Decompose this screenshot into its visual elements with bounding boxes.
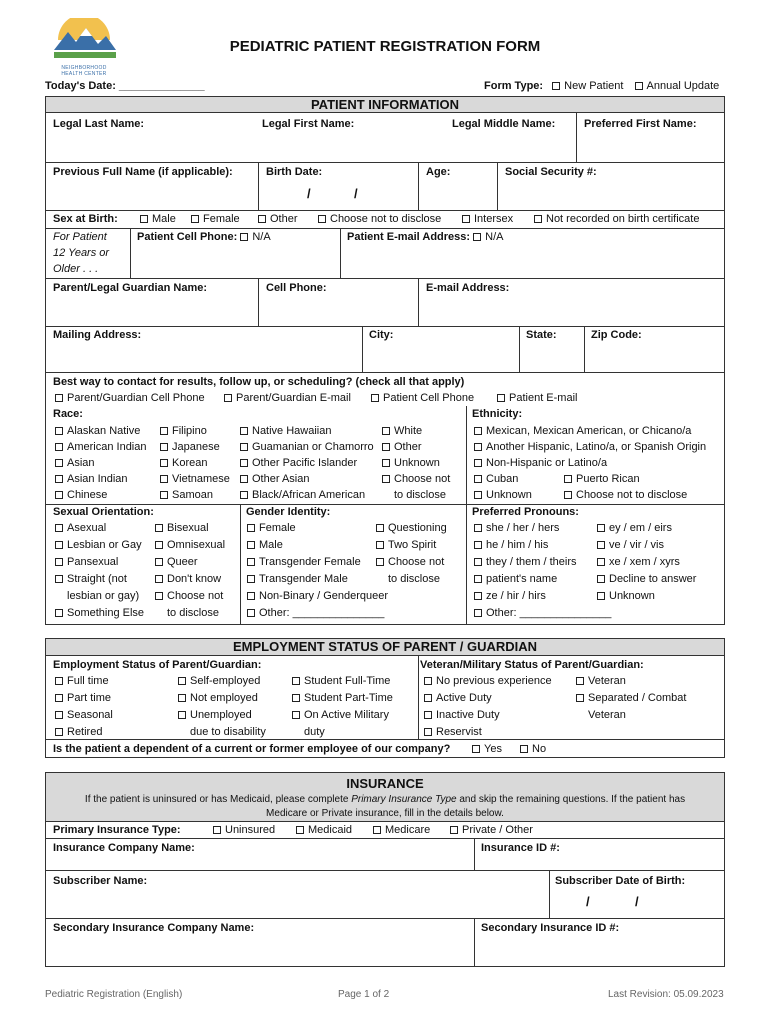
race-label: Asian Indian (67, 473, 128, 485)
race-option[interactable] (160, 473, 230, 485)
gender-identity-label: Questioning (388, 522, 447, 534)
sexual-orientation-option[interactable] (155, 522, 209, 534)
footer-revision: Last Revision: 05.09.2023 (608, 989, 724, 1000)
sexual-orientation-label: Straight (not (67, 573, 127, 585)
secondary-id-label: Secondary Insurance ID #: (481, 922, 620, 934)
veteran-label: Veteran (588, 709, 626, 721)
ethnicity-unknown-label: Unknown (486, 489, 532, 501)
primary-insurance-type-label: Primary Insurance Type: (53, 824, 181, 836)
gender-identity-option[interactable] (376, 522, 447, 534)
employment-label: duty (304, 726, 325, 738)
contact-patient-cell-option[interactable] (371, 392, 474, 404)
race-label: Filipino (172, 425, 207, 437)
patient-cell-na-label: N/A (252, 231, 271, 243)
pronoun-option[interactable] (474, 522, 559, 534)
sexual-orientation-option[interactable] (155, 556, 198, 568)
pronoun-label: ey / em / eirs (609, 522, 672, 534)
employment-option (190, 726, 266, 738)
veteran-option[interactable] (576, 692, 686, 704)
sex-at-birth-label: Sex at Birth: (53, 213, 118, 225)
veteran-option[interactable] (424, 726, 482, 738)
ethnicity-label: Another Hispanic, Latino/a, or Spanish Origin (486, 441, 707, 453)
insurance-medicare-label: Medicare (385, 824, 431, 836)
race-label: Japanese (172, 441, 220, 453)
race-option[interactable] (55, 425, 140, 437)
race-option[interactable] (55, 489, 107, 501)
patient-info-heading: PATIENT INFORMATION (45, 96, 725, 113)
for-patient-note-2: 12 Years or (53, 247, 110, 259)
insurance-note-1a: If the patient is uninsured or has Medicaid, please complete (84, 794, 352, 805)
sex-intersex-option[interactable] (462, 213, 513, 225)
veteran-option[interactable] (424, 675, 552, 687)
mailing-address-label: Mailing Address: (53, 329, 142, 341)
footer-page-number: Page 1 of 2 (338, 989, 390, 1000)
patient-email-label: Patient E-mail Address: (347, 231, 471, 243)
employment-label: Student Full-Time (304, 675, 391, 687)
race-option[interactable] (55, 457, 95, 469)
sexual-orientation-label: Asexual (67, 522, 107, 534)
logo-text: NEIGHBORHOOD HEALTH CENTER (61, 65, 107, 77)
guardian-cell-label: Cell Phone: (266, 282, 327, 294)
employment-label: Full time (67, 675, 109, 687)
employment-label: On Active Military (304, 709, 389, 721)
form-type-annual-checkbox[interactable] (635, 80, 720, 92)
race-label: Korean (172, 457, 208, 469)
patient-cell-na-checkbox[interactable] (240, 231, 270, 243)
gender-identity-option (388, 573, 440, 585)
insurance-uninsured-label: Uninsured (225, 824, 276, 836)
employment-label: Unemployed (190, 709, 252, 721)
sexual-orientation-label: lesbian or gay) (67, 590, 140, 602)
pronoun-label: they / them / theirs (486, 556, 577, 568)
race-label: Native Hawaiian (252, 425, 332, 437)
form-type-annual-label: Annual Update (646, 80, 720, 92)
employment-status-label: Employment Status of Parent/Guardian: (53, 659, 262, 671)
sex-not-recorded-option[interactable] (534, 213, 699, 225)
veteran-label: No previous experience (436, 675, 552, 687)
ethnicity-option[interactable] (474, 457, 607, 469)
veteran-option[interactable] (576, 675, 626, 687)
gender-identity-option[interactable] (247, 556, 361, 568)
gender-identity-label: Gender Identity: (246, 506, 331, 518)
race-option[interactable] (55, 441, 147, 453)
race-label: Other Asian (252, 473, 310, 485)
pronoun-label: ze / hir / hirs (486, 590, 546, 602)
employment-label: Seasonal (67, 709, 113, 721)
veteran-status-label: Veteran/Military Status of Parent/Guardian: (420, 659, 644, 671)
sexual-orientation-option[interactable] (55, 539, 142, 551)
sexual-orientation-option[interactable] (55, 573, 127, 585)
ethnicity-puerto-rican-option[interactable] (564, 473, 640, 485)
employment-label: Part time (67, 692, 112, 704)
contact-question: Best way to contact for results, follow up, or scheduling? (check all that apply) (53, 376, 465, 388)
race-label: Choose not (394, 473, 451, 485)
form-type-label: Form Type: (484, 80, 544, 92)
employment-option[interactable] (178, 709, 252, 721)
ethnicity-cuban-option[interactable] (474, 473, 518, 485)
employment-option[interactable] (55, 675, 109, 687)
veteran-label: Veteran (588, 675, 626, 687)
ethnicity-label: Non-Hispanic or Latino/a (486, 457, 608, 469)
sexual-orientation-label: Bisexual (167, 522, 209, 534)
ethnicity-choose-not-label: Choose not to disclose (576, 489, 688, 501)
gender-identity-option[interactable] (247, 573, 348, 585)
pronoun-label: he / him / his (486, 539, 549, 551)
race-option[interactable] (160, 457, 207, 469)
pronoun-option[interactable] (474, 539, 548, 551)
race-label: Alaskan Native (67, 425, 141, 437)
gender-identity-option[interactable] (247, 522, 296, 534)
gender-identity-label: Male (259, 539, 283, 551)
pronoun-option[interactable] (597, 539, 664, 551)
subscriber-dob-slash-1: / (586, 894, 590, 909)
sexual-orientation-option (67, 590, 139, 602)
subscriber-name-label: Subscriber Name: (53, 875, 148, 887)
todays-date: Today's Date: ______________ (45, 80, 205, 92)
form-type-new-checkbox[interactable] (552, 80, 623, 92)
sexual-orientation-label: to disclose (167, 607, 219, 619)
pronoun-option[interactable] (597, 590, 655, 602)
sex-female-label: Female (203, 213, 240, 225)
sex-intersex-label: Intersex (474, 213, 514, 225)
patient-email-na-label: N/A (485, 231, 504, 243)
employment-option (304, 726, 325, 738)
ethnicity-label: Mexican, Mexican American, or Chicano/a (486, 425, 692, 437)
race-label: to disclose (394, 489, 446, 501)
sex-female-option[interactable] (191, 213, 240, 225)
sexual-orientation-label: Choose not (167, 590, 224, 602)
zip-label: Zip Code: (591, 329, 642, 341)
secondary-company-label: Secondary Insurance Company Name: (53, 922, 255, 934)
veteran-label: Separated / Combat (588, 692, 687, 704)
contact-guardian-cell-label: Parent/Guardian Cell Phone (67, 392, 205, 404)
employment-option[interactable] (292, 675, 390, 687)
gender-identity-label: Transgender Male (259, 573, 348, 585)
gender-identity-label: Transgender Female (259, 556, 361, 568)
race-option[interactable] (55, 473, 128, 485)
insurance-note-1c: and skip the remaining questions. If the patient has (456, 794, 686, 805)
preferred-first-name-label: Preferred First Name: (584, 118, 697, 130)
gender-identity-option[interactable] (247, 607, 384, 619)
gender-identity-option[interactable] (376, 556, 444, 568)
veteran-label: Reservist (436, 726, 482, 738)
race-option[interactable] (382, 425, 422, 437)
ethnicity-option[interactable] (474, 425, 691, 437)
gender-identity-option[interactable] (247, 539, 283, 551)
ethnicity-choose-not-option[interactable] (564, 489, 687, 501)
subscriber-dob-slash-2: / (635, 894, 639, 909)
insurance-note-line-2: Medicare or Private insurance, fill in the details below. (266, 808, 504, 819)
sexual-orientation-option[interactable] (155, 539, 225, 551)
patient-cell-label: Patient Cell Phone: (137, 231, 238, 243)
dependent-yes-option[interactable] (472, 743, 502, 755)
sexual-orientation-option[interactable] (155, 573, 221, 585)
for-patient-note-1: For Patient (53, 231, 107, 243)
race-option (394, 489, 446, 501)
sex-male-label: Male (152, 213, 176, 225)
race-label: Other (394, 441, 422, 453)
race-option[interactable] (160, 425, 207, 437)
employment-option[interactable] (55, 709, 113, 721)
veteran-option[interactable] (424, 692, 492, 704)
employment-heading: EMPLOYMENT STATUS OF PARENT / GUARDIAN (45, 638, 725, 656)
insurance-medicaid-label: Medicaid (308, 824, 353, 836)
pronoun-option[interactable] (597, 556, 680, 568)
race-label: Samoan (172, 489, 213, 501)
contact-patient-email-label: Patient E-mail (509, 392, 578, 404)
employment-label: due to disability (190, 726, 266, 738)
race-option[interactable] (382, 441, 422, 453)
ethnicity-unknown-option[interactable] (474, 489, 532, 501)
ssn-label: Social Security #: (505, 166, 597, 178)
pronoun-label: Other: _______________ (486, 607, 612, 619)
guardian-email-label: E-mail Address: (426, 282, 510, 294)
pronoun-label: ve / vir / vis (609, 539, 665, 551)
ethnicity-option[interactable] (474, 441, 706, 453)
contact-patient-cell-label: Patient Cell Phone (383, 392, 475, 404)
contact-patient-email-option[interactable] (497, 392, 577, 404)
employment-option[interactable] (55, 692, 111, 704)
employment-label: Student Part-Time (304, 692, 393, 704)
pronoun-label: xe / xem / xyrs (609, 556, 680, 568)
sexual-orientation-label: Omnisexual (167, 539, 226, 551)
pronoun-option[interactable] (597, 573, 696, 585)
for-patient-note-3: Older . . . (53, 263, 99, 275)
gender-identity-label: Other: _______________ (259, 607, 385, 619)
race-label: Race: (53, 408, 83, 420)
contact-guardian-email-label: Parent/Guardian E-mail (236, 392, 351, 404)
race-label: American Indian (67, 441, 147, 453)
race-option[interactable] (382, 457, 440, 469)
sexual-orientation-label: Queer (167, 556, 198, 568)
contact-guardian-email-option[interactable] (224, 392, 351, 404)
sex-choose-not-option[interactable] (318, 213, 441, 225)
sexual-orientation-label: Sexual Orientation: (53, 506, 154, 518)
race-option[interactable] (240, 489, 365, 501)
gender-identity-option[interactable] (247, 590, 388, 602)
age-label: Age: (426, 166, 451, 178)
dependent-question: Is the patient a dependent of a current or former employee of our company? (53, 743, 451, 755)
birth-date-slash-1: / (307, 186, 311, 201)
pronoun-label: Unknown (609, 590, 655, 602)
birth-date-label: Birth Date: (266, 166, 323, 178)
race-option[interactable] (240, 425, 331, 437)
contact-guardian-cell-option[interactable] (55, 392, 205, 404)
insurance-id-label: Insurance ID #: (481, 842, 560, 854)
race-option[interactable] (240, 441, 374, 453)
pronoun-option[interactable] (474, 556, 576, 568)
pronoun-label: she / her / hers (486, 522, 560, 534)
sexual-orientation-option[interactable] (55, 522, 106, 534)
sexual-orientation-option (167, 607, 219, 619)
sex-other-label: Other (270, 213, 298, 225)
sexual-orientation-label: Pansexual (67, 556, 119, 568)
patient-email-field (347, 231, 503, 243)
insurance-note-1b: Primary Insurance Type (351, 794, 457, 805)
race-option[interactable] (160, 441, 220, 453)
sex-not-recorded-label: Not recorded on birth certificate (546, 213, 700, 225)
form-type-new-label: New Patient (564, 80, 624, 92)
ethnicity-label: Ethnicity: (472, 408, 523, 420)
city-label: City: (369, 329, 394, 341)
preferred-pronouns-label: Preferred Pronouns: (472, 506, 579, 518)
gender-identity-label: Choose not (388, 556, 445, 568)
form-title: PEDIATRIC PATIENT REGISTRATION FORM (229, 38, 541, 55)
employment-label: Self-employed (190, 675, 261, 687)
insurance-heading: INSURANCE (346, 776, 424, 791)
sexual-orientation-option[interactable] (55, 607, 144, 619)
pronoun-label: Decline to answer (609, 573, 697, 585)
gender-identity-label: Two Spirit (388, 539, 437, 551)
sexual-orientation-option[interactable] (155, 590, 223, 602)
dependent-yes-label: Yes (484, 743, 502, 755)
subscriber-dob-label: Subscriber Date of Birth: (555, 875, 686, 887)
veteran-label: Active Duty (436, 692, 492, 704)
pronoun-option[interactable] (474, 590, 546, 602)
veteran-option[interactable] (424, 709, 500, 721)
employment-label: Not employed (190, 692, 258, 704)
sexual-orientation-label: Something Else (67, 607, 145, 619)
insurance-private-label: Private / Other (462, 824, 533, 836)
ethnicity-puerto-rican-label: Puerto Rican (576, 473, 640, 485)
insurance-company-label: Insurance Company Name: (53, 842, 195, 854)
previous-name-label: Previous Full Name (if applicable): (53, 166, 233, 178)
race-label: Other Pacific Islander (252, 457, 358, 469)
pronoun-option[interactable] (474, 607, 611, 619)
patient-cell-field (137, 231, 271, 243)
insurance-medicaid-option[interactable] (296, 824, 352, 836)
employment-label: Retired (67, 726, 103, 738)
patient-email-na-checkbox[interactable] (473, 231, 503, 243)
race-label: Unknown (394, 457, 440, 469)
race-option[interactable] (160, 489, 213, 501)
race-label: Vietnamese (172, 473, 230, 485)
dependent-no-option[interactable] (520, 743, 546, 755)
veteran-option (588, 709, 626, 721)
footer-left: Pediatric Registration (English) (45, 989, 183, 1000)
sex-other-option[interactable] (258, 213, 298, 225)
sex-male-option[interactable] (140, 213, 176, 225)
ethnicity-cuban-label: Cuban (486, 473, 519, 485)
legal-last-name-label: Legal Last Name: (53, 118, 145, 130)
insurance-medicare-option[interactable] (373, 824, 430, 836)
sexual-orientation-option[interactable] (55, 556, 118, 568)
race-label: Chinese (67, 489, 108, 501)
race-option[interactable] (240, 457, 357, 469)
employment-option[interactable] (292, 692, 393, 704)
legal-middle-name-label: Legal Middle Name: (452, 118, 556, 130)
employment-option[interactable] (292, 709, 389, 721)
sexual-orientation-label: Don't know (167, 573, 222, 585)
gender-identity-label: to disclose (388, 573, 440, 585)
guardian-name-label: Parent/Legal Guardian Name: (53, 282, 208, 294)
race-label: Asian (67, 457, 95, 469)
insurance-private-option[interactable] (450, 824, 533, 836)
state-label: State: (526, 329, 557, 341)
dependent-no-label: No (532, 743, 547, 755)
legal-first-name-label: Legal First Name: (262, 118, 355, 130)
race-label: White (394, 425, 423, 437)
race-label: Black/African American (252, 489, 366, 501)
pronoun-option[interactable] (597, 522, 672, 534)
sex-choose-not-label: Choose not to disclose (330, 213, 442, 225)
veteran-label: Inactive Duty (436, 709, 500, 721)
birth-date-slash-2: / (354, 186, 358, 201)
sexual-orientation-label: Lesbian or Gay (67, 539, 142, 551)
pronoun-option[interactable] (474, 573, 557, 585)
employment-option[interactable] (55, 726, 102, 738)
race-label: Guamanian or Chamorro (252, 441, 374, 453)
race-option[interactable] (382, 473, 450, 485)
employment-option[interactable] (178, 692, 258, 704)
gender-identity-label: Female (259, 522, 296, 534)
form-type (484, 80, 719, 92)
insurance-note-line-1 (45, 794, 725, 805)
gender-identity-label: Non-Binary / Genderqueer (259, 590, 389, 602)
race-option[interactable] (240, 473, 309, 485)
insurance-uninsured-option[interactable] (213, 824, 275, 836)
pronoun-label: patient's name (486, 573, 558, 585)
employment-option[interactable] (178, 675, 260, 687)
gender-identity-option[interactable] (376, 539, 436, 551)
